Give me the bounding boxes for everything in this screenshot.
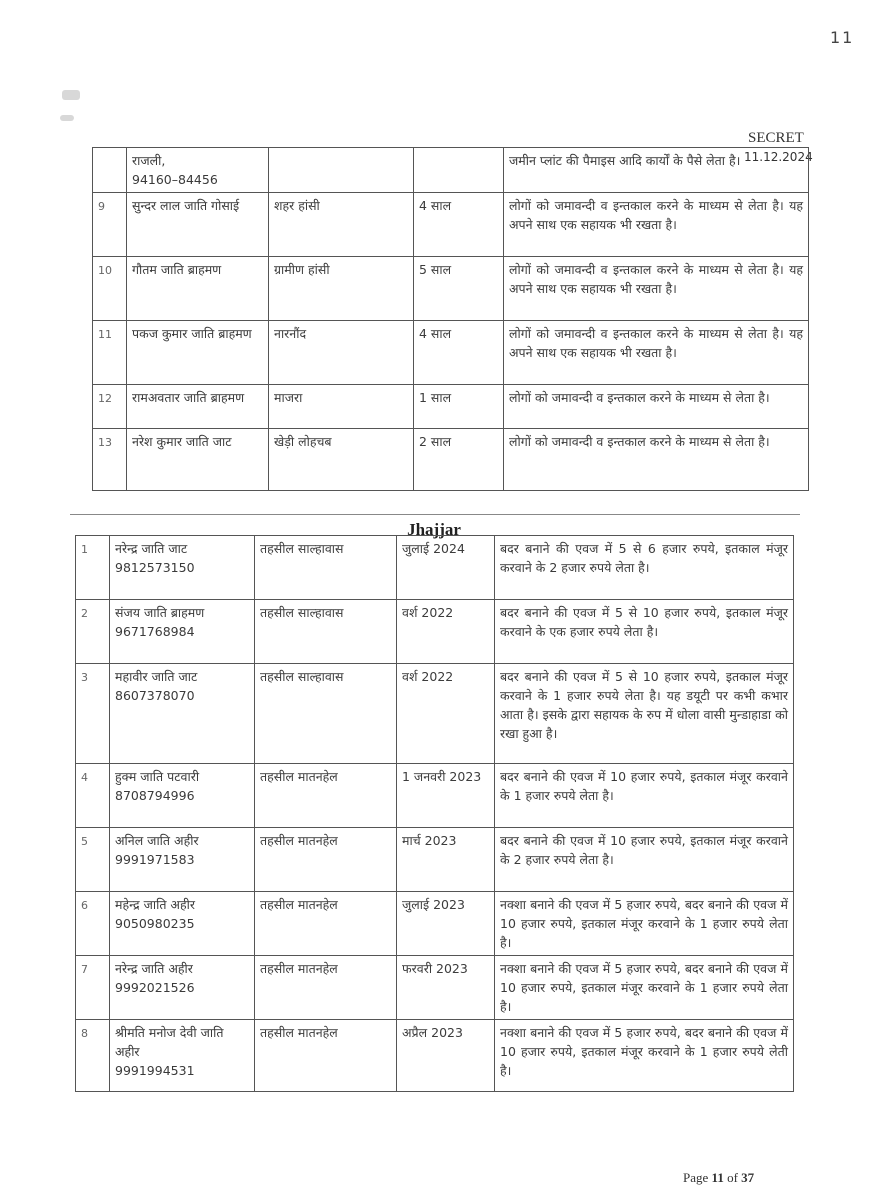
table-row [76,600,794,664]
name-cell [127,193,269,257]
serial-cell [93,193,127,257]
table-row [76,664,794,764]
place-cell [255,664,397,764]
description: नक्शा बनाने की एवज में 5 हजार रुपये, बदर बनाने की एवज में 10 हजार रुपये, इतकाल मंजूर करवाने के 1 हजार रुपये लेता है। [500,961,788,1014]
scan-artifact [62,90,80,100]
posting-place: तहसील मातनहेल [260,769,338,784]
duration: 1 साल [419,390,452,405]
duration: वर्श 2022 [402,669,454,684]
duration: 5 साल [419,262,452,277]
name-cell [127,321,269,385]
duration-cell [414,193,504,257]
posting-place: शहर हांसी [274,198,320,213]
handwritten-page-number: 11 [830,28,855,47]
phone-number: 9991971583 [115,852,195,867]
person-name: महावीर जाति जाट [115,669,198,684]
serial-number: 3 [81,671,88,684]
duration-cell [414,321,504,385]
table-row [93,429,809,491]
duration-cell [397,536,495,600]
person-name: हुक्म जाति पटवारी [115,769,200,784]
footer-page-total: 37 [741,1170,755,1185]
duration-cell [414,257,504,321]
description-cell [495,764,794,828]
footer-prefix: Page [683,1170,709,1185]
serial-number: 9 [98,200,105,213]
description: लोगों को जमावन्दी व इन्तकाल करने के माध्यम से लेता है। [509,434,770,449]
place-cell [269,193,414,257]
serial-cell [93,429,127,491]
description-cell [504,429,809,491]
name-cell [110,536,255,600]
person-name: पकज कुमार जाति ब्राहमण [132,326,252,341]
duration-cell [414,385,504,429]
serial-number: 6 [81,899,88,912]
description: लोगों को जमावन्दी व इन्तकाल करने के माध्यम से लेता है। यह अपने साथ एक सहायक भी रखता है। [509,198,803,232]
place-cell [269,429,414,491]
person-name: महेन्द्र जाति अहीर [115,897,195,912]
description-cell [504,148,809,193]
duration: फरवरी 2023 [402,961,468,976]
serial-cell [76,764,110,828]
description-cell [504,193,809,257]
phone-number: 94160–84456 [132,172,218,187]
description: लोगों को जमावन्दी व इन्तकाल करने के माध्यम से लेता है। यह अपने साथ एक सहायक भी रखता है। [509,262,803,296]
scan-artifact [60,115,74,121]
name-cell [110,600,255,664]
place-cell [255,764,397,828]
footer-of: of [727,1170,738,1185]
duration: मार्च 2023 [402,833,457,848]
serial-number: 10 [98,264,112,277]
posting-place: तहसील मातनहेल [260,897,338,912]
description: लोगों को जमावन्दी व इन्तकाल करने के माध्यम से लेता है। [509,390,770,405]
posting-place: तहसील मातनहेल [260,961,338,976]
place-cell [269,321,414,385]
serial-number: 11 [98,328,112,341]
description-cell [504,257,809,321]
person-name: राजली, [132,153,166,168]
table-row [93,385,809,429]
name-cell [110,892,255,956]
phone-number: 8708794996 [115,788,195,803]
serial-number: 8 [81,1027,88,1040]
serial-cell [76,828,110,892]
duration: अप्रैल 2023 [402,1025,463,1040]
place-cell [255,956,397,1020]
phone-number: 8607378070 [115,688,195,703]
person-name: संजय जाति ब्राहमण [115,605,205,620]
serial-cell [76,536,110,600]
description: बदर बनाने की एवज में 5 से 10 हजार रुपये, इतकाल मंजूर करवाने के एक हजार रुपये लेता है। [500,605,788,639]
person-name: नरेन्द्र जाति अहीर [115,961,193,976]
description: बदर बनाने की एवज में 10 हजार रुपये, इतकाल मंजूर करवाने के 2 हजार रुपये लेता है। [500,833,788,867]
duration: 2 साल [419,434,452,449]
serial-number: 1 [81,543,88,556]
posting-place: तहसील साल्हावास [260,669,344,684]
posting-place: तहसील मातनहेल [260,1025,338,1040]
serial-number: 4 [81,771,88,784]
description-cell [495,892,794,956]
serial-cell [76,892,110,956]
duration-cell [397,956,495,1020]
name-cell [110,764,255,828]
person-name: नरेश कुमार जाति जाट [132,434,232,449]
description: लोगों को जमावन्दी व इन्तकाल करने के माध्यम से लेता है। यह अपने साथ एक सहायक भी रखता है। [509,326,803,360]
table-row [76,828,794,892]
person-name: सुन्दर लाल जाति गोसाई [132,198,240,213]
jhajjar-records-table [75,535,794,1092]
description: नक्शा बनाने की एवज में 5 हजार रुपये, बदर बनाने की एवज में 10 हजार रुपये, इतकाल मंजूर करवाने के 1 हजार रुपये लेता है। [500,897,788,950]
serial-cell [76,956,110,1020]
place-cell [255,892,397,956]
posting-place: माजरा [274,390,303,405]
description-cell [495,600,794,664]
name-cell [127,385,269,429]
table-row [93,257,809,321]
posting-place: खेड़ी लोहचब [274,434,332,449]
duration-cell [414,429,504,491]
description-cell [504,385,809,429]
serial-cell [93,148,127,193]
duration-cell [397,664,495,764]
name-cell [110,1020,255,1092]
serial-number: 7 [81,963,88,976]
duration: जुलाई 2024 [402,541,465,556]
name-cell [127,257,269,321]
place-cell [255,536,397,600]
place-cell [255,828,397,892]
duration: 4 साल [419,326,452,341]
duration-cell [397,892,495,956]
person-name: अनिल जाति अहीर [115,833,199,848]
table-row [76,892,794,956]
footer-page-number: 11 [711,1170,724,1185]
posting-place: तहसील साल्हावास [260,605,344,620]
duration-cell [397,600,495,664]
place-cell [269,385,414,429]
page-footer [683,1170,754,1186]
duration: जुलाई 2023 [402,897,465,912]
duration: 4 साल [419,198,452,213]
duration-cell [414,148,504,193]
description: बदर बनाने की एवज में 5 से 6 हजार रुपये, इतकाल मंजूर करवाने के 2 हजार रुपये लेता है। [500,541,788,575]
description-cell [495,1020,794,1092]
serial-cell [76,664,110,764]
document-date: 11.12.2024 [744,150,813,164]
description-cell [504,321,809,385]
records-table-continued [92,147,809,491]
serial-cell [93,321,127,385]
description-cell [495,828,794,892]
phone-number: 9671768984 [115,624,195,639]
description: बदर बनाने की एवज में 10 हजार रुपये, इतकाल मंजूर करवाने के 1 हजार रुपये लेता है। [500,769,788,803]
person-name: श्रीमति मनोज देवी जाति अहीर [115,1025,224,1059]
table-row [93,193,809,257]
phone-number: 9812573150 [115,560,195,575]
serial-cell [93,385,127,429]
description-cell [495,536,794,600]
description: जमीन प्लांट की पैमाइस आदि कार्यों के पैसे लेता है। [509,153,741,168]
posting-place: तहसील साल्हावास [260,541,344,556]
serial-number: 2 [81,607,88,620]
person-name: गौतम जाति ब्राहमण [132,262,222,277]
person-name: नरेन्द्र जाति जाट [115,541,188,556]
serial-number: 13 [98,436,112,449]
serial-number: 5 [81,835,88,848]
description: नक्शा बनाने की एवज में 5 हजार रुपये, बदर बनाने की एवज में 10 हजार रुपये, इतकाल मंजूर करवाने के 1 हजार रुपये लेती है। [500,1025,788,1078]
name-cell [127,148,269,193]
posting-place: ग्रामीण हांसी [274,262,330,277]
place-cell [269,148,414,193]
description-cell [495,956,794,1020]
serial-number: 12 [98,392,112,405]
serial-cell [76,1020,110,1092]
table-row [93,148,809,193]
duration: वर्श 2022 [402,605,454,620]
table-row [76,764,794,828]
posting-place: तहसील मातनहेल [260,833,338,848]
description: बदर बनाने की एवज में 5 से 10 हजार रुपये, इतकाल मंजूर करवाने के 1 हजार रुपये लेता है। यह डयूटी पर कभी कभार आता है। इसके द्वारा सहायक के रुप में धोला वासी मुन्डाहाडा को रखा हुआ है। [500,669,788,741]
name-cell [110,828,255,892]
phone-number: 9992021526 [115,980,195,995]
description-cell [495,664,794,764]
name-cell [110,664,255,764]
serial-cell [76,600,110,664]
posting-place: नारनौंद [274,326,307,341]
table-row [76,536,794,600]
section-title-jhajjar: Jhajjar [407,520,461,539]
table-row [76,956,794,1020]
place-cell [255,600,397,664]
person-name: रामअवतार जाति ब्राहमण [132,390,245,405]
table-row [76,1020,794,1092]
phone-number: 9050980235 [115,916,195,931]
place-cell [269,257,414,321]
duration-cell [397,828,495,892]
classification-label: SECRET [748,130,804,146]
section-divider [70,514,800,515]
name-cell [127,429,269,491]
serial-cell [93,257,127,321]
name-cell [110,956,255,1020]
duration-cell [397,1020,495,1092]
table-row [93,321,809,385]
phone-number: 9991994531 [115,1063,195,1078]
duration-cell [397,764,495,828]
place-cell [255,1020,397,1092]
duration: 1 जनवरी 2023 [402,769,482,784]
